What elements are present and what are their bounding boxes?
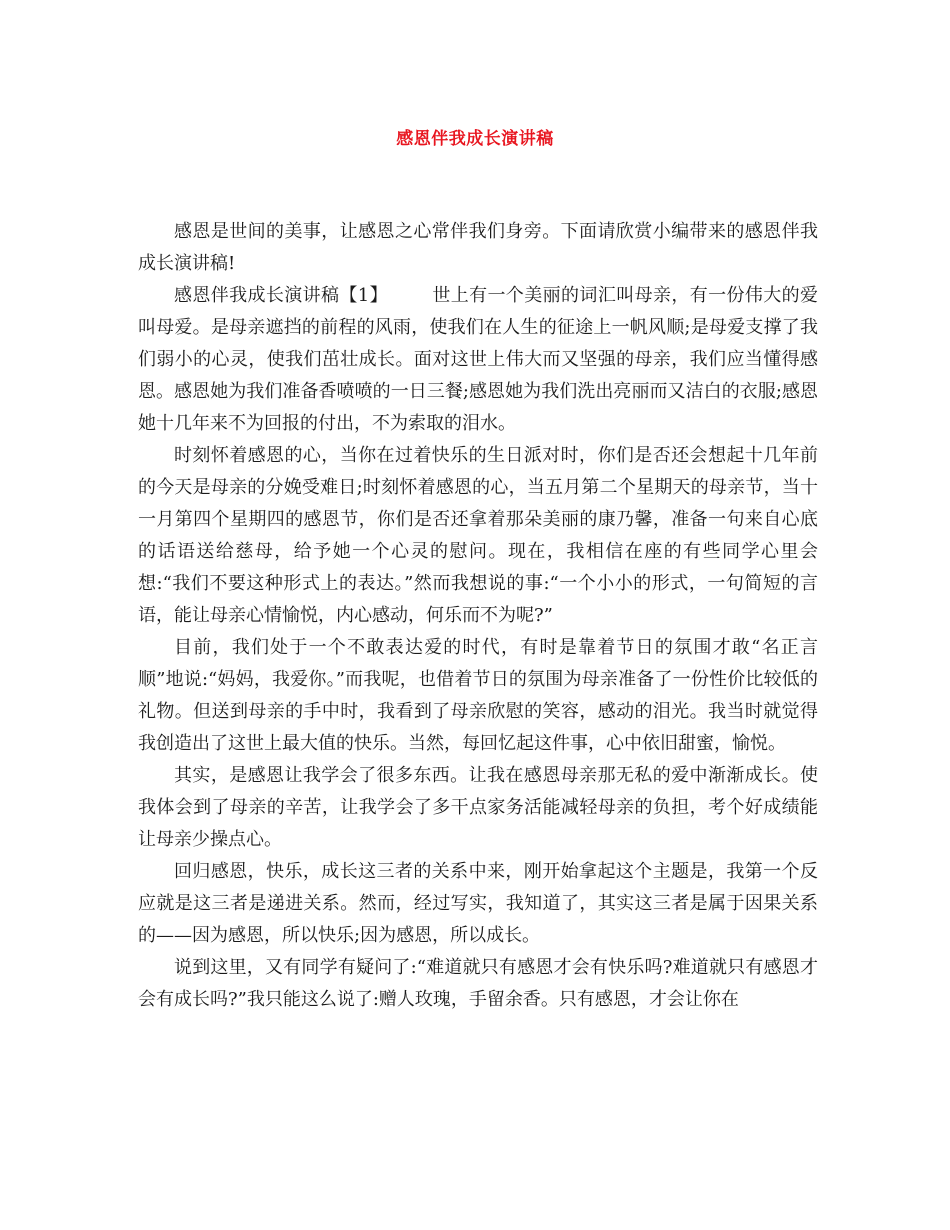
document-title: 感恩伴我成长演讲稿 (396, 129, 554, 149)
section-paragraph (138, 280, 818, 440)
body-paragraph: 时刻怀着感恩的心，当你在过着快乐的生日派对时，你们是否还会想起十几年前的今天是母亲的分娩受难日;时刻怀着感恩的心，当五月第二个星期天的母亲节，当十一月第四个星期四的感恩节，你们是否还拿着那朵美丽的康乃馨，准备一句来自心底的话语送给慈母，给予她一个心灵的慰问。现在，我相信在座的有些同学心里会想:“我们不要这种形式上的表达。”然而我想说的事:“一个小小的形式，一句简短的言语，能让母亲心情愉悦，内心感动，何乐而不为呢?” (138, 445, 818, 626)
body-paragraph: 说到这里，又有同学有疑问了:“难道就只有感恩才会有快乐吗?难道就只有感恩才会有成长吗?”我只能这么说了:赠人玫瑰，手留余香。只有感恩，才会让你在 (138, 957, 818, 1010)
document-body (138, 216, 818, 1016)
body-paragraph: 其实，是感恩让我学会了很多东西。让我在感恩母亲那无私的爱中渐渐成长。使我体会到了母亲的辛苦，让我学会了多干点家务活能减轻母亲的负担，考个好成绩能让母亲少操点心。 (138, 765, 818, 850)
section-first-text: 世上有一个美丽的词汇叫母亲，有一份伟大的爱叫母爱。是母亲遮挡的前程的风雨，使我们在人生的征途上一帆风顺;是母爱支撑了我们弱小的心灵，使我们茁壮成长。面对这世上伟大而又坚强的母亲，我们应当懂得感恩。感恩她为我们准备香喷喷的一日三餐;感恩她为我们洗出亮丽而又洁白的衣服;感恩她十几年来不为回报的付出，不为索取的泪水。 (138, 285, 818, 434)
intro-paragraph: 感恩是世间的美事，让感恩之心常伴我们身旁。下面请欣赏小编带来的感恩伴我成长演讲稿! (138, 221, 818, 274)
body-paragraph: 目前，我们处于一个不敢表达爱的时代，有时是靠着节日的氛围才敢“名正言顺”地说:“妈妈，我爱你。”而我呢，也借着节日的氛围为母亲准备了一份性价比较低的礼物。但送到母亲的手中时，我看到了母亲欣慰的笑容，感动的泪光。我当时就觉得我创造出了这世上最大值的快乐。当然，每回忆起这件事，心中依旧甜蜜，愉悦。 (138, 637, 818, 754)
section-heading: 感恩伴我成长演讲稿【1】 (174, 285, 389, 306)
body-paragraph: 回归感恩，快乐，成长这三者的关系中来，刚开始拿起这个主题是，我第一个反应就是这三者是递进关系。然而，经过写实，我知道了，其实这三者是属于因果关系的——因为感恩，所以快乐;因为感恩，所以成长。 (138, 861, 818, 946)
